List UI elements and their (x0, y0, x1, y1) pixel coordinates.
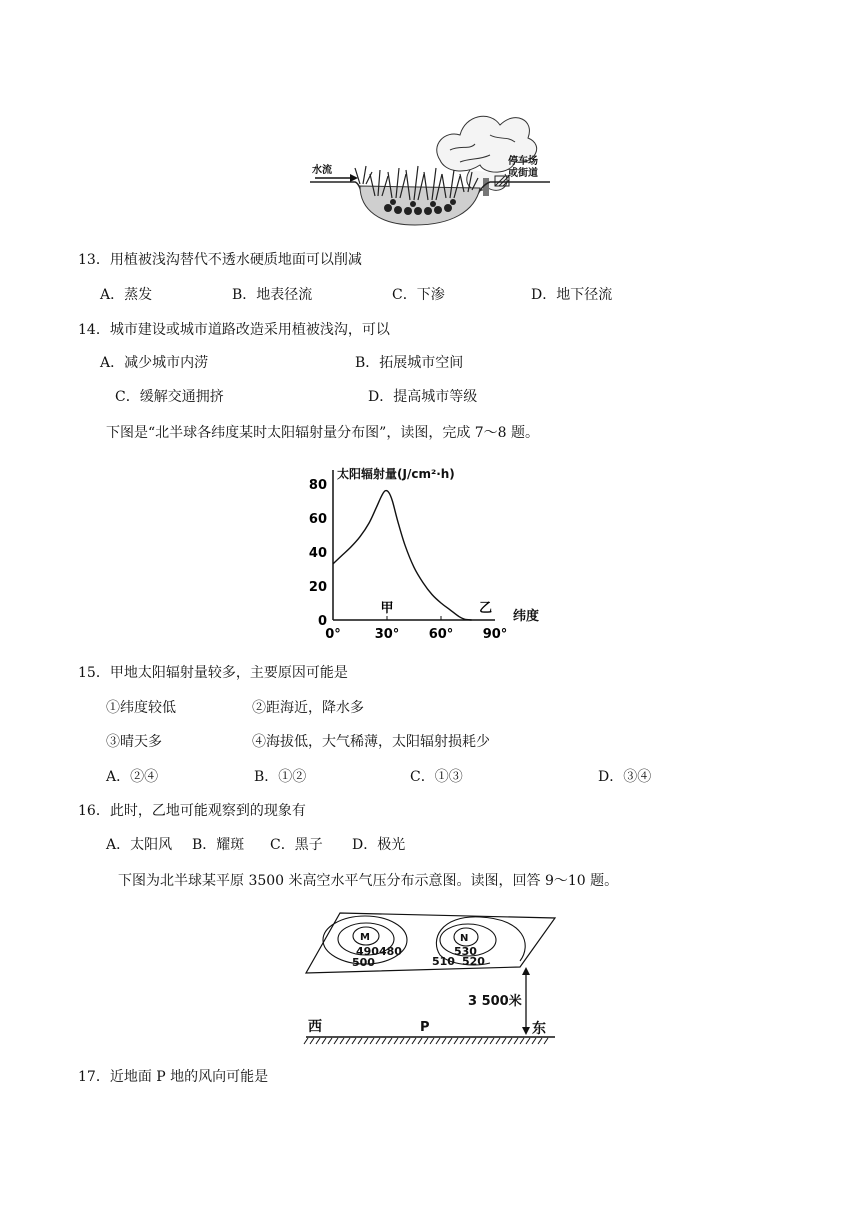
q16-option-a[interactable]: A．太阳风 (106, 837, 173, 853)
q14-option-c[interactable]: C．缓解交通拥挤 (115, 389, 224, 405)
hatch-mark (436, 1038, 440, 1044)
isobar-label-530: 530 (454, 945, 477, 958)
hatch-mark (328, 1038, 332, 1044)
hatch-mark (466, 1038, 470, 1044)
hatch-mark (316, 1038, 320, 1044)
intro-9-10: 下图为北半球某平原 3500 米高空水平气压分布示意图。读图，回答 9～10 题。 (118, 873, 619, 889)
hatch-mark (514, 1038, 518, 1044)
hatch-mark (460, 1038, 464, 1044)
hatch-mark (406, 1038, 410, 1044)
chart-xlabel: 纬度 (513, 609, 540, 624)
hatch-mark (520, 1038, 524, 1044)
q15-option-a[interactable]: A．②④ (106, 769, 159, 785)
p-label: P (420, 1020, 430, 1035)
radiation-curve (333, 491, 472, 620)
q15-item-2: ②距海近，降水多 (252, 700, 364, 716)
q14-option-a[interactable]: A．减少城市内涝 (100, 355, 209, 371)
hatch-mark (496, 1038, 500, 1044)
hatch-mark (412, 1038, 416, 1044)
tree-trunk (483, 178, 489, 196)
swale-figure (300, 100, 560, 235)
hatch-mark (346, 1038, 350, 1044)
hatch-mark (418, 1038, 422, 1044)
isobaric-plane (306, 913, 555, 973)
hatch-mark (484, 1038, 488, 1044)
hatch-mark (448, 1038, 452, 1044)
x-tick-label: 60° (428, 627, 454, 642)
isobar-label-480: 480 (379, 945, 402, 958)
y-tick-label: 40 (308, 546, 327, 561)
hatch-mark (442, 1038, 446, 1044)
hatch-mark (472, 1038, 476, 1044)
hatch-mark (388, 1038, 392, 1044)
hatch-mark (478, 1038, 482, 1044)
x-tick-label: 90° (482, 627, 508, 642)
q16-option-d[interactable]: D．极光 (352, 837, 406, 853)
q16-stem: 16．此时，乙地可能观察到的现象有 (78, 803, 306, 819)
q15-option-b[interactable]: B．①② (254, 769, 307, 785)
intro-7-8: 下图是“北半球各纬度某时太阳辐射量分布图”，读图，完成 7～8 题。 (106, 425, 540, 441)
q13-option-a[interactable]: A．蒸发 (100, 287, 153, 303)
center-m: M (360, 932, 370, 943)
y-tick-label: 20 (308, 580, 327, 595)
west-label: 西 (308, 1019, 322, 1035)
parking-label-1: 停车场 (508, 156, 538, 167)
hatch-mark (310, 1038, 314, 1044)
hatch-mark (394, 1038, 398, 1044)
hatch-mark (304, 1038, 308, 1044)
hatch-mark (322, 1038, 326, 1044)
center-n: N (460, 933, 469, 944)
east-label: 东 (532, 1021, 546, 1037)
hatch-mark (544, 1038, 548, 1044)
hatch-mark (358, 1038, 362, 1044)
q15-item-4: ④海拔低，大气稀薄，太阳辐射损耗少 (252, 734, 490, 750)
hatch-mark (376, 1038, 380, 1044)
hatch-mark (382, 1038, 386, 1044)
q14-option-b[interactable]: B．拓展城市空间 (355, 355, 464, 371)
hatch-mark (502, 1038, 506, 1044)
chart-annotation: 甲 (380, 601, 394, 616)
hatch-mark (454, 1038, 458, 1044)
q13-option-b[interactable]: B．地表径流 (232, 287, 313, 303)
ground-hatching (304, 1038, 548, 1044)
hatch-mark (364, 1038, 368, 1044)
hatch-mark (430, 1038, 434, 1044)
hatch-mark (424, 1038, 428, 1044)
isobar-label-500: 500 (352, 956, 375, 969)
y-tick-label: 60 (308, 512, 327, 527)
water-flow-label: 水流 (312, 165, 332, 176)
y-tick-label: 0 (317, 614, 327, 629)
q16-option-b[interactable]: B．耀斑 (192, 837, 245, 853)
q14-option-d[interactable]: D．提高城市等级 (368, 389, 478, 405)
x-tick-label: 0° (325, 627, 341, 642)
x-tick-label: 30° (374, 627, 400, 642)
q16-option-c[interactable]: C．黑子 (270, 837, 323, 853)
y-tick-label: 80 (308, 478, 327, 493)
q14-stem: 14．城市建设或城市道路改造采用植被浅沟，可以 (78, 322, 390, 338)
q15-item-1: ①纬度较低 (106, 700, 176, 716)
hatch-mark (400, 1038, 404, 1044)
hatch-mark (538, 1038, 542, 1044)
hatch-mark (532, 1038, 536, 1044)
height-label: 3 500米 (468, 994, 522, 1009)
q15-item-3: ③晴天多 (106, 734, 162, 750)
q13-option-d[interactable]: D．地下径流 (531, 287, 613, 303)
hatch-mark (334, 1038, 338, 1044)
q17-stem: 17．近地面 P 地的风向可能是 (78, 1069, 269, 1085)
solar-radiation-chart (305, 460, 560, 645)
q15-stem: 15．甲地太阳辐射量较多，主要原因可能是 (78, 665, 348, 681)
chart-annotation: 乙 (479, 601, 493, 616)
q13-option-c[interactable]: C．下渗 (392, 287, 445, 303)
hatch-mark (340, 1038, 344, 1044)
hatch-mark (352, 1038, 356, 1044)
q15-option-c[interactable]: C．①③ (410, 769, 463, 785)
isobar-label-520: 520 (462, 955, 485, 968)
isobar-label-490: 490 (356, 945, 379, 958)
q15-option-d[interactable]: D．③④ (598, 769, 652, 785)
q13-stem: 13．用植被浅沟替代不透水硬质地面可以削减 (78, 252, 362, 268)
hatch-mark (508, 1038, 512, 1044)
chart-ylabel: 太阳辐射量(J/cm²·h) (337, 467, 455, 481)
hatch-mark (490, 1038, 494, 1044)
hatch-mark (526, 1038, 530, 1044)
parking-label-2: 或街道 (508, 168, 538, 179)
pressure-figure (300, 905, 562, 1050)
isobar-label-510: 510 (432, 955, 455, 968)
hatch-mark (370, 1038, 374, 1044)
